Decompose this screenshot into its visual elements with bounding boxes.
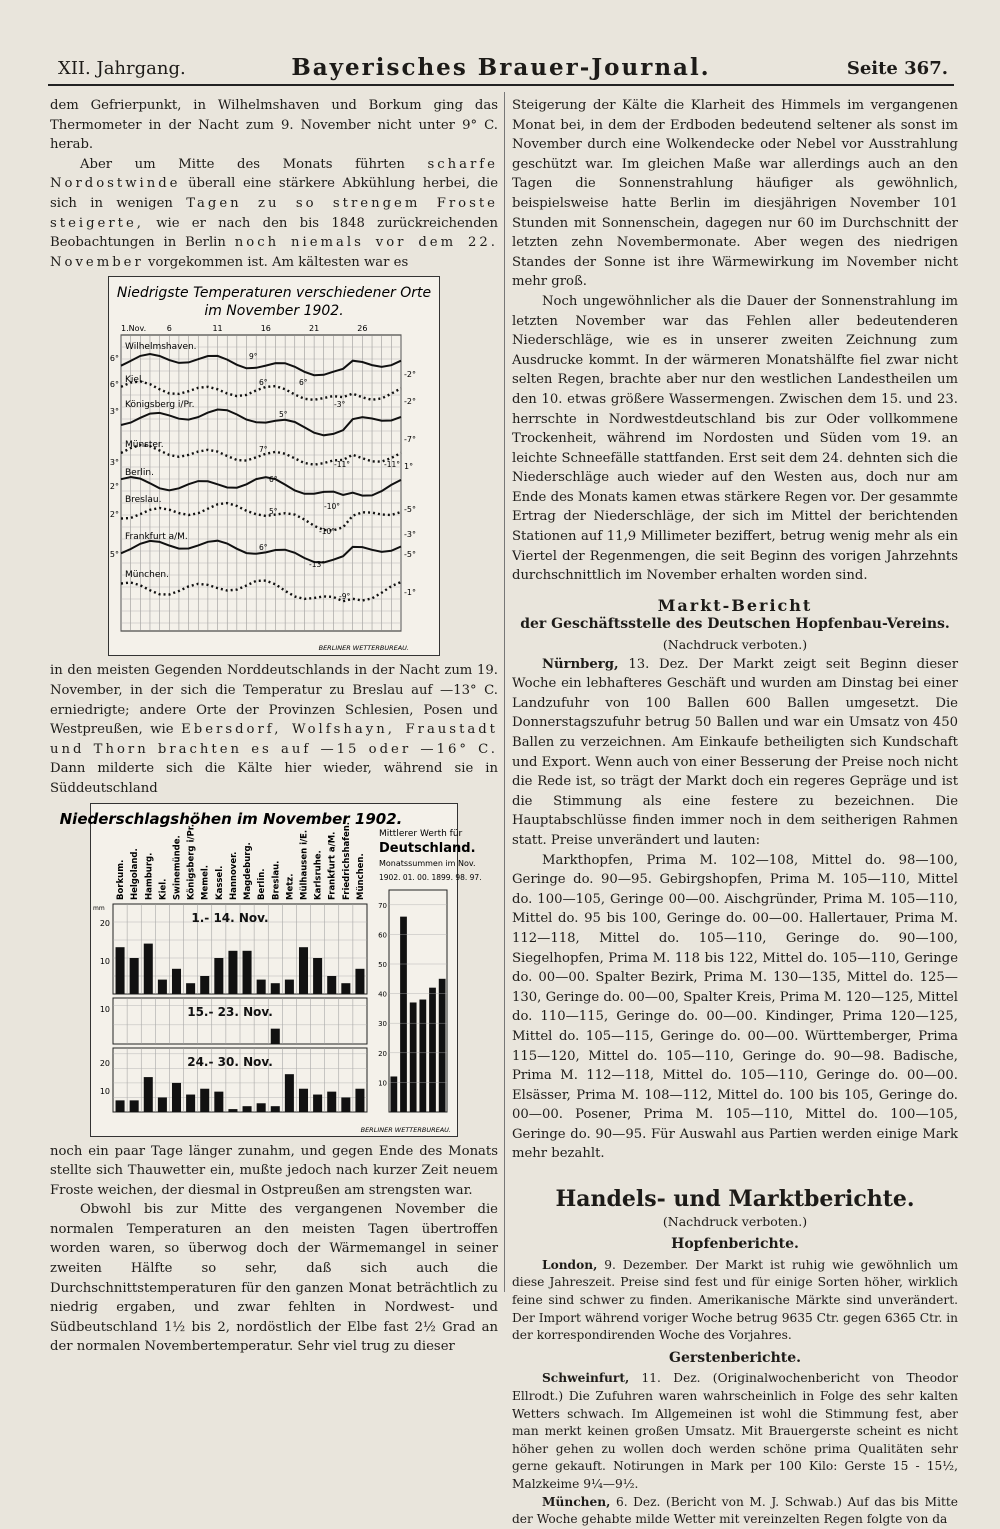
precipitation-bar [158, 979, 167, 993]
precipitation-bar [116, 947, 125, 994]
precipitation-bar [313, 1094, 322, 1111]
station-label: Metz. [285, 873, 296, 900]
paragraph: Markthopfen, Prima M. 102—108, Mittel do. 98—100, Geringe do. 90—95. Gebirgshopfen, Prima M. 105—110, Mittel do. 100—105, Geringe 00—00. Aischgründer, Prima M. 105—110, Mittel do. 95 bis 100, Geringe do. 00—00. Hallertauer, Prima M. 112—118, Mittel do. 105—110, Geringe do. 90—100, Siegelhopfen, Prima M. 118 bis 122, Mittel do. 105—110, Geringe do. 00—00. Spalter Bezirk, Prima M. 130—135, Mittel do. 125—130, Geringe do. 00—00, Spalter Kreis, Prima M. 120—125, Mittel do. 110—115, Geringe do. 00—00. Kindinger, Prima 120—125, Mittel do. 105—115, Geringe do. 00—00. Württemberger, Prima 115—120, Mittel do. 105—110, Geringe do. 90—98. Badische, Prima M. 112—118, Mittel do. 105—110, Geringe do. 00—00. Elsässer, Prima M. 108—112, Mittel do. 100 bis 105, Geringe do. 00—00. Posener, Prima M. 105—110, Mittel do. 100—105, Geringe do. 90—95. Für Auswahl aus Partien werden einige Mark mehr bezahlt. [512, 852, 958, 1162]
precipitation-bar [271, 983, 280, 994]
paragraph: Schweinfurt, 11. Dez. (Originalwochenbericht von Theodor Ellrodt.) Die Zufuhren waren wahrscheinlich in Folge des sehr kalten Wetters schwach. Im Allgemeinen ist wohl die Stimmung fest, aber man merkt keinen großen Umsatz. Mit Brauergerste scheint es nicht höher gehen zu wollen doch werden schöne prima Qualitäten sehr gerne gekauft. Notirungen in Mark per 100 Kilo: Gerste 15 - 15½, Malzkeime 9¼—9½. [512, 1371, 958, 1491]
chart-title: im November 1902. [204, 303, 344, 320]
paragraph: Steigerung der Kälte die Klarheit des Himmels im vergangenen Monat bei, in dem der Erdboden bedeutend seltener als sonst im November durch eine Wolkendecke oder Nebel vor Ausstrahlung geschützt war. Im gleichen Maße war allerdings auch an den Tagen die Sonnenstrahlung häufiger als gewöhnlich, beispielsweise hatte Berlin im diesjährigen November 101 Stunden mit Sonnenschein, dagegen nur 60 im Durchschnitt der letzten zehn Novembermonate. Aber wegen des niedrigen Standes der Sonne ist ihre Wärmewirkung im November nicht mehr groß. [512, 98, 958, 290]
station-label: Münster. [125, 440, 164, 451]
precipitation-bar [313, 958, 322, 994]
precipitation-bar [200, 976, 209, 994]
station-temperature-curve [121, 581, 401, 602]
mm-tick-label: 10 [99, 1086, 110, 1096]
precipitation-bar [172, 1082, 181, 1111]
paragraph: Noch ungewöhnlicher als die Dauer der Sonnenstrahlung im letzten November war das Fehlen aller bedeutenderen Niederschläge, wie es in unserer zweiten Zeichnung zum Ausdrucke kommt. In der wärmeren Monatshälfte fiel zwar nicht selten Regen, brachte aber nur den westlichen Landestheilen um den 10. etwas größere Wassermengen. Zwischen dem 15. und 23. herrschte in Nordwestdeutschland bis zur Oder vollkommene Trockenheit, während im Nordosten und Süden vom 19. an leichte Schneefälle stattfanden. Erst seit dem 24. dehnten sich die Niederschläge auch wieder auf den Westen aus, doch nur am Ende des Monats kamen etwas stärkere Regen vor. Der gesammte Ertrag der Niederschläge, der sich im Mittel der berichtenden Stationen auf 11,9 Millimeter beziffert, betrug wenig mehr als ein Viertel der Regenmengen, die seit Beginn des vorigen Jahrzehnts durchschnittlich im November erhalten worden sind. [512, 293, 958, 584]
mm-tick-label: 10 [99, 956, 110, 966]
day-tick-label: 16 [260, 324, 271, 334]
legend-line: Deutschland. [379, 840, 476, 856]
curve-value-label: 6° [259, 543, 268, 553]
station-label: Hannover. [228, 851, 239, 900]
day-tick-label: 26 [357, 324, 368, 334]
precipitation-bar [214, 1091, 223, 1111]
curve-value-label: 6° [299, 378, 308, 388]
station-label: München. [355, 852, 366, 900]
precipitation-bar [327, 1091, 336, 1111]
station-label: Swinemünde. [172, 834, 183, 900]
station-label: Friedrichshafen. [341, 821, 352, 900]
precipitation-bar [130, 1100, 139, 1112]
station-label: Frankfurt a/M. [125, 532, 188, 543]
mm-tick-label: 20 [99, 1058, 110, 1068]
left-scale-label: 3° [109, 407, 119, 417]
station-label: Breslau. [125, 495, 162, 506]
station-label: Mülhausen i/E. [299, 829, 310, 900]
station-temperature-curve [121, 410, 401, 436]
station-label: Frankfurt a/M. [327, 831, 338, 900]
paragraph: dem Gefrierpunkt, in Wilhelmshaven und Borkum ging das Thermometer in der Nacht zum 9. November nicht unter 9° C. herab. [50, 98, 498, 153]
legend-line: Mittlerer Werth für [379, 828, 463, 839]
curve-value-label: 7° [259, 445, 268, 455]
precipitation-bar [228, 950, 237, 993]
precipitation-bar [355, 968, 364, 993]
mean-tick-label: 60 [378, 930, 387, 939]
station-label: Breslau. [271, 860, 282, 900]
precipitation-bar [257, 1103, 266, 1112]
precipitation-bar [271, 1106, 280, 1112]
station-label: Magdeburg. [243, 841, 254, 900]
precipitation-bar [299, 947, 308, 994]
precipitation-bar [214, 958, 223, 994]
station-label: Memel. [200, 864, 211, 900]
monthly-mean-bar [419, 999, 426, 1111]
precipitation-bar [200, 1088, 209, 1111]
chart-title: Niedrigste Temperaturen verschiedener Orte [116, 285, 432, 302]
left-scale-label: 2° [109, 482, 119, 492]
precipitation-bar [243, 950, 252, 993]
page-number: Seite 367. [846, 58, 948, 79]
precipitation-bar [271, 1028, 280, 1043]
precipitation-bar [186, 983, 195, 994]
paragraph: Aber um Mitte des Monats führten scharfe Nordostwinde überall eine stärkere Abkühlung herbei, die sich in wenigen Tagen zu so strengem Froste steigerte, wie er nach den bis 1848 zurückreichenden Beobachtungen in Berlin noch niemals vor dem 22. November vorgekommen ist. Am kältesten war es [50, 156, 498, 270]
precipitation-bar [130, 958, 139, 994]
paragraph: Obwohl bis zur Mitte des vergangenen November die normalen Temperaturen an den meisten Tagen übertroffen worden waren, so überwog doch der Wärmemangel in seiner zweiten Hälfte so sehr, daß sich auch die Durchschnittstemperaturen für den ganzen Monat beträchtlich zu niedrig ergaben, und zwar fehlten in Nordwest- und Südbeutschland 1½ bis 2, nordöstlich der Elbe fast 2½ Grad an der normalen Novembertemperatur. Sehr viel trug zu dieser [50, 1202, 498, 1355]
mean-tick-label: 70 [378, 901, 387, 910]
place-name: Schweinfurt, [542, 1371, 630, 1386]
subsection-title: Hopfenberichte. [671, 1236, 799, 1253]
precipitation-bar [243, 1106, 252, 1112]
precipitation-bar [158, 1097, 167, 1112]
precipitation-bar [341, 983, 350, 994]
precipitation-bar [228, 1109, 237, 1112]
curve-value-label: 6° [259, 378, 268, 388]
day-tick-label: 11 [212, 324, 223, 334]
place-name: Nürnberg, [542, 656, 619, 672]
mm-tick-label: 10 [99, 1004, 110, 1014]
monthly-mean-bar [390, 1076, 397, 1112]
precipitation-chart [59, 803, 482, 1137]
precipitation-bar [341, 1097, 350, 1112]
period-label: 15.- 23. Nov. [187, 1004, 273, 1019]
temperature-chart-svg [109, 277, 439, 655]
curve-value-label: -10° [319, 527, 335, 537]
precipitation-chart-svg [59, 804, 482, 1136]
chart-title: Niederschlagshöhen im November 1902. [59, 809, 403, 828]
day-tick-label: 21 [309, 324, 320, 334]
precipitation-bar [186, 1094, 195, 1111]
period-label: 24.- 30. Nov. [187, 1054, 273, 1069]
right-column [512, 96, 958, 1529]
left-scale-label: 3° [109, 458, 119, 468]
place-name: München, [542, 1494, 611, 1509]
volume-label: XII. Jahrgang. [58, 58, 186, 79]
right-scale-label: -7° [404, 435, 416, 445]
reprint-note: (Nachdruck verboten.) [662, 1213, 808, 1229]
right-scale-label: -2° [404, 370, 416, 380]
station-temperature-curve [121, 477, 401, 496]
day-tick-label: 1.Nov. [121, 324, 147, 334]
mean-panel [389, 890, 447, 1112]
station-label: Königsberg i/Pr. [186, 823, 197, 900]
day-tick-label: 6 [166, 324, 172, 334]
station-label: Kiel. [125, 375, 145, 386]
mean-tick-label: 40 [378, 990, 387, 999]
subsection-title: Gerstenberichte. [668, 1349, 801, 1366]
market-report-subtitle: der Geschäftsstelle des Deutschen Hopfenbau-Vereins. [520, 616, 950, 633]
precipitation-bar [172, 968, 181, 993]
precipitation-bar [285, 1074, 294, 1112]
left-scale-label: 6° [109, 354, 119, 364]
curve-value-label: -11° [334, 460, 350, 470]
curve-value-label: -13° [309, 560, 325, 570]
legend-line: Monatssummen im Nov. [379, 858, 476, 868]
station-label: Karlsruhe. [313, 849, 324, 900]
right-scale-label: -2° [404, 397, 416, 407]
mean-tick-label: 10 [378, 1078, 387, 1087]
station-label: Hamburg. [144, 852, 155, 900]
mean-tick-label: 50 [378, 960, 387, 969]
precipitation-bar [257, 979, 266, 993]
paragraph: noch ein paar Tage länger zunahm, und gegen Ende des Monats stellte sich Thauwetter ein, mußte jedoch nach kurzer Zeit neuem Froste weichen, der diesmal in Ostpreußen am strengsten war. [50, 1143, 498, 1198]
left-scale-label: 6° [109, 380, 119, 390]
precipitation-bar [327, 976, 336, 994]
left-scale-label: 5° [109, 550, 119, 560]
left-column [50, 96, 498, 1357]
curve-value-label: 6° [269, 475, 278, 485]
right-scale-label: -3° [404, 530, 416, 540]
curve-value-label: 9° [249, 352, 258, 362]
station-label: Wilhelmshaven. [125, 342, 197, 353]
market-report-title: Markt-Bericht [657, 595, 813, 615]
monthly-mean-bar [410, 1002, 417, 1112]
station-label: Kassel. [214, 865, 225, 900]
curve-value-label: 5° [279, 410, 288, 420]
curve-value-label: -9° [339, 592, 351, 602]
period-label: 1.- 14. Nov. [191, 910, 269, 925]
axis-unit: mm [93, 904, 105, 912]
station-label: Berlin. [257, 867, 268, 900]
precipitation-bar [116, 1100, 125, 1112]
station-label: München. [125, 570, 169, 581]
chart-credit: BERLINER WETTERBUREAU. [360, 1125, 451, 1134]
right-scale-label: -5° [404, 550, 416, 560]
place-name: London, [542, 1257, 598, 1272]
paragraph: in den meisten Gegenden Norddeutschlands in der Nacht zum 19. November, in der sich die Temperatur zu Breslau auf —13° C. erniedrigte; andere Orte der Provinzen Schlesien, Posen und Westpreußen, wie Ebersdorf, Wolfshayn, Fraustadt und Thorn brachten es auf —15 oder —16° C. Dann milderte sich die Kälte hier wieder, während sie in Süddeutschland [50, 663, 498, 796]
precipitation-bar [285, 979, 294, 993]
chart-credit: BERLINER WETTERBUREAU. [318, 644, 409, 653]
mean-tick-label: 30 [378, 1019, 387, 1028]
curve-value-label: -10° [324, 502, 340, 512]
curve-value-label: -11° [384, 460, 400, 470]
journal-title: Bayerisches Brauer-Journal. [291, 54, 711, 81]
paragraph: München, 6. Dez. (Bericht von M. J. Schwab.) Auf das bis Mitte der Woche gehabte milde Wetter mit vereinzelten Regen folgte von da [512, 1494, 958, 1527]
right-scale-label: 1° [404, 462, 414, 472]
precipitation-bar [355, 1088, 364, 1111]
station-label: Borkum. [116, 859, 127, 900]
paragraph: Nürnberg, 13. Dez. Der Markt zeigt seit Beginn dieser Woche ein lebhafteres Geschäft und wurden am Dinstag bei einer Landzufuhr von 100 Ballen 600 Ballen umgesetzt. Die Donnerstagszufuhr betrug 50 Ballen und war ein Umsatz von 450 Ballen zu verzeichnen. Am Einkaufe betheiligten sich Kundschaft und Export. Wenn auch von einer Besserung der Preise noch nicht die Rede ist, so trägt der Markt doch ein regeres Gepräge und ist die Stimmung als eine festere zu bezeichnen. Die Hauptabschlüsse finden immer noch in dem seitherigen Rahmen statt. Preise unverändert und lauten: [512, 656, 958, 848]
right-scale-label: -1° [404, 588, 416, 598]
curve-value-label: -3° [334, 400, 346, 410]
mm-tick-label: 20 [99, 918, 110, 928]
station-label: Kiel. [158, 878, 169, 900]
paragraph: London, 9. Dezember. Der Markt ist ruhig wie gewöhnlich um diese Jahreszeit. Preise sind fest und für einige Sorten höher, wirklich feine sind schwer zu finden. Amerikanische Märkte sind unverändert. Der Import während voriger Woche betrug 9635 Ctr. gegen 6365 Ctr. in der korrespondirenden Woche des Vorjahres. [512, 1257, 958, 1343]
left-scale-label: 2° [109, 510, 119, 520]
column-divider [504, 92, 505, 1292]
monthly-mean-bar [439, 978, 446, 1111]
mean-tick-label: 20 [378, 1049, 387, 1058]
monthly-mean-bar [400, 916, 407, 1111]
curve-value-label: 5° [269, 507, 278, 517]
precipitation-bar [144, 943, 153, 993]
station-label: Königsberg i/Pr. [125, 400, 195, 411]
legend-years: 1902. 01. 00. 1899. 98. 97. [379, 872, 482, 882]
monthly-mean-bar [429, 987, 436, 1111]
precipitation-bar [299, 1088, 308, 1111]
section-title: Handels- und Marktberichte. [555, 1186, 915, 1213]
reprint-note: (Nachdruck verboten.) [662, 637, 808, 653]
station-temperature-curve [121, 354, 401, 375]
page-header [48, 44, 954, 86]
right-scale-label: -5° [404, 505, 416, 515]
temperature-chart [108, 276, 440, 656]
precipitation-bar [144, 1077, 153, 1112]
station-label: Berlin. [125, 468, 154, 479]
station-label: Helgoland. [130, 847, 141, 900]
station-temperature-curve [121, 503, 401, 530]
